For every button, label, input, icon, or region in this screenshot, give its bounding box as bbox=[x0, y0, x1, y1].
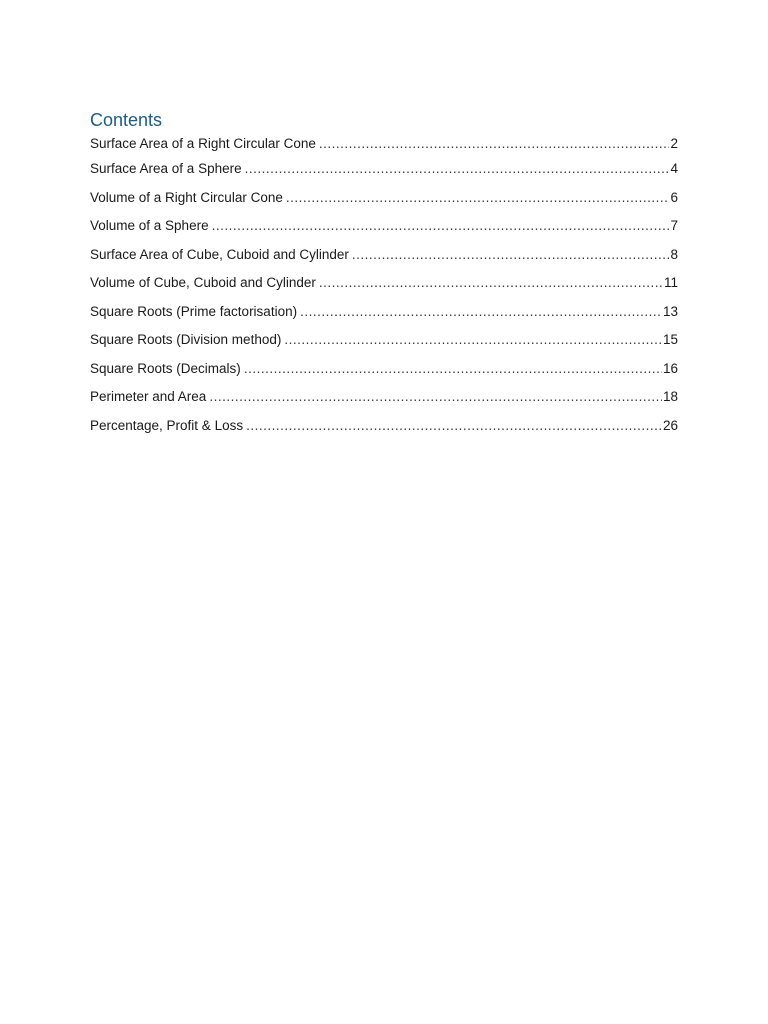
table-of-contents bbox=[90, 108, 678, 445]
toc-entry-percentage-profit-loss[interactable] bbox=[90, 417, 678, 446]
toc-entry-square-roots-division[interactable] bbox=[90, 331, 678, 360]
toc-entry-volume-sphere[interactable] bbox=[90, 217, 678, 246]
toc-entry-title: Perimeter and Area bbox=[90, 389, 207, 404]
toc-entry-page-number: 16 bbox=[662, 360, 678, 376]
toc-entry-page-number: 2 bbox=[670, 136, 678, 151]
toc-entry-title: Square Roots (Decimals) bbox=[90, 360, 241, 376]
toc-dot-leader bbox=[245, 160, 670, 178]
toc-entry-perimeter-area[interactable] bbox=[90, 388, 678, 417]
toc-entry-page-number: 4 bbox=[670, 161, 678, 176]
toc-entry-volume-cube-cuboid-cylinder[interactable] bbox=[90, 274, 678, 303]
toc-entry-square-roots-prime[interactable] bbox=[90, 303, 678, 332]
toc-entry-title: Volume of a Right Circular Cone bbox=[90, 189, 283, 205]
toc-entry-surface-area-cube-cuboid-cylinder[interactable] bbox=[90, 246, 678, 275]
toc-dot-leader bbox=[319, 135, 670, 153]
toc-dot-leader bbox=[319, 274, 663, 292]
toc-entry-title: Surface Area of a Right Circular Cone bbox=[90, 136, 316, 151]
toc-entry-page-number: 13 bbox=[662, 303, 678, 319]
toc-dot-leader bbox=[209, 388, 662, 406]
toc-dot-leader bbox=[352, 246, 670, 264]
toc-entry-volume-cone[interactable] bbox=[90, 189, 678, 218]
toc-entry-page-number: 7 bbox=[670, 218, 678, 233]
toc-entry-title: Surface Area of Cube, Cuboid and Cylinder bbox=[90, 246, 349, 262]
toc-entry-surface-area-cone[interactable] bbox=[90, 135, 678, 160]
toc-entry-title: Square Roots (Division method) bbox=[90, 332, 282, 347]
toc-entry-page-number: 11 bbox=[663, 275, 678, 290]
toc-dot-leader bbox=[244, 360, 662, 378]
toc-entry-page-number: 18 bbox=[662, 389, 678, 404]
toc-heading: Contents bbox=[90, 110, 163, 130]
toc-list bbox=[90, 135, 678, 445]
toc-entry-square-roots-decimals[interactable] bbox=[90, 360, 678, 389]
toc-entry-title: Percentage, Profit & Loss bbox=[90, 417, 244, 433]
toc-dot-leader bbox=[212, 217, 670, 235]
toc-entry-title: Surface Area of a Sphere bbox=[90, 161, 242, 176]
toc-entry-surface-area-sphere[interactable] bbox=[90, 160, 678, 189]
toc-entry-page-number: 8 bbox=[670, 246, 678, 262]
toc-entry-title: Volume of Cube, Cuboid and Cylinder bbox=[90, 275, 316, 290]
toc-entry-title: Volume of a Sphere bbox=[90, 218, 209, 233]
toc-dot-leader bbox=[286, 189, 670, 207]
toc-entry-page-number: 6 bbox=[670, 189, 678, 205]
toc-dot-leader bbox=[246, 417, 662, 435]
toc-dot-leader bbox=[300, 303, 662, 321]
toc-entry-title: Square Roots (Prime factorisation) bbox=[90, 303, 298, 319]
toc-dot-leader bbox=[284, 331, 662, 349]
toc-entry-page-number: 15 bbox=[662, 332, 678, 347]
toc-entry-page-number: 26 bbox=[662, 417, 678, 433]
